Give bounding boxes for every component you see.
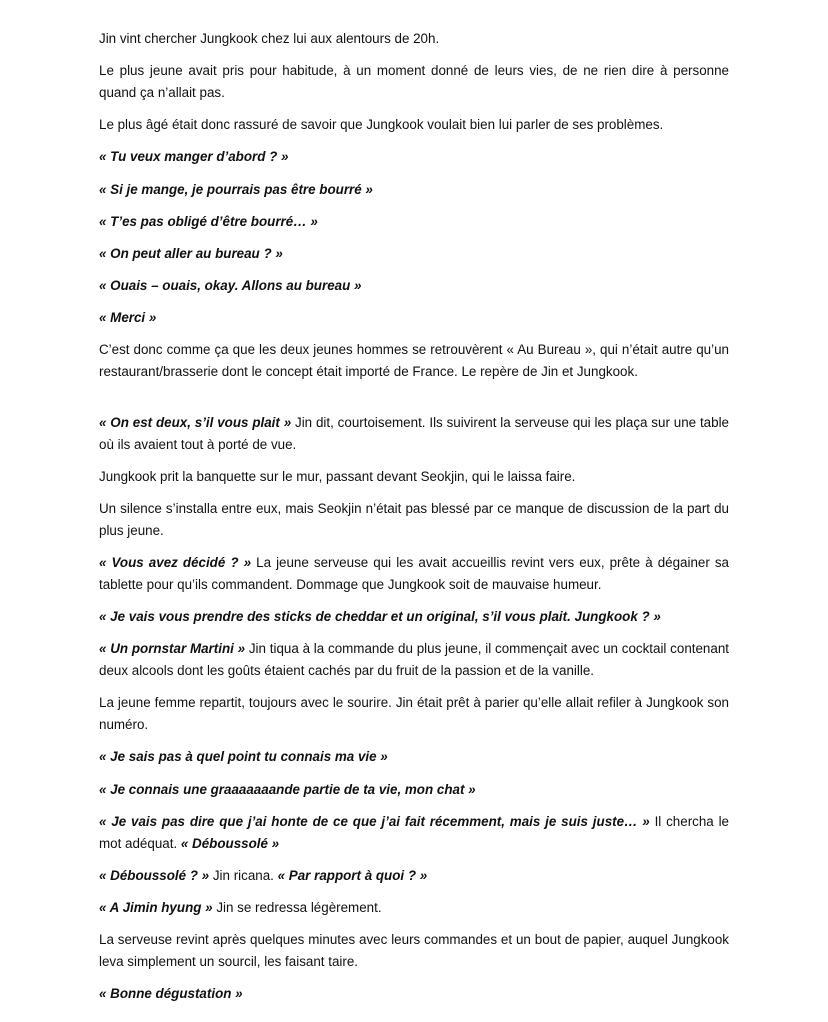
dialogue-text: « Merci » <box>99 310 157 326</box>
narration-text: La jeune serveuse qui les avait accueillis revint vers eux, prête à dégainer sa tablette pour qu’ils commandent. Dommage que Jungkook soit de mauvaise humeur. <box>99 555 730 593</box>
narration-text: Jin se redressa légèrement. <box>212 899 382 915</box>
paragraph-15 <box>99 606 729 628</box>
dialogue-text: « On peut aller au bureau ? » <box>99 245 283 261</box>
paragraph-19 <box>99 779 729 801</box>
paragraph-14 <box>99 552 729 596</box>
dialogue-text: « Bonne dégustation » <box>99 986 243 1002</box>
narration-text: Jin ricana. <box>209 867 278 883</box>
narration-text: Jin tiqua à la commande du plus jeune, il commençait avec un cocktail contenant deux alcools dont les goûts étaient cachés par du fruit de la passion et de la vanille. <box>99 641 729 679</box>
paragraph-13 <box>99 498 729 542</box>
paragraph-4 <box>99 146 729 168</box>
paragraph-18 <box>99 746 729 768</box>
narration-text: Le plus âgé était donc rassuré de savoir que Jungkook voulait bien lui parler de ses problèmes. <box>99 117 664 133</box>
paragraph-21 <box>99 865 729 887</box>
narration-text: Un silence s’installa entre eux, mais Seokjin n’était pas blessé par ce manque de discussion de la part du plus jeune. <box>99 501 729 539</box>
paragraph-16 <box>99 638 729 682</box>
paragraph-10 <box>99 339 729 383</box>
paragraph-1 <box>99 28 729 50</box>
paragraph-2 <box>99 60 729 104</box>
dialogue-text: « Je connais une graaaaaaande partie de ta vie, mon chat » <box>99 781 476 797</box>
dialogue-text: « Si je mange, je pourrais pas être bourré » <box>99 181 373 197</box>
narration-text: Le plus jeune avait pris pour habitude, à un moment donné de leurs vies, de ne rien dire à personne quand ça n’allait pas. <box>99 63 729 100</box>
dialogue-text: « Je vais pas dire que j’ai honte de ce que j’ai fait récemment, mais je suis juste… » <box>99 813 650 829</box>
dialogue-text: « T’es pas obligé d’être bourré… » <box>99 213 318 229</box>
paragraph-5 <box>99 179 729 201</box>
paragraph-24 <box>99 983 729 1005</box>
narration-text: La jeune femme repartit, toujours avec le sourire. Jin était prêt à parier qu’elle allait refiler à Jungkook son numéro. <box>99 695 729 733</box>
paragraph-11 <box>99 412 729 456</box>
document-page <box>99 28 729 1015</box>
dialogue-text: « Déboussolé ? » <box>99 867 210 883</box>
paragraph-23 <box>99 929 729 973</box>
dialogue-text: « Je sais pas à quel point tu connais ma vie » <box>99 749 388 765</box>
paragraph-9 <box>99 307 729 329</box>
narration-text: Jungkook prit la banquette sur le mur, passant devant Seokjin, qui le laissa faire. <box>99 469 576 485</box>
paragraph-6 <box>99 211 729 233</box>
paragraph-12 <box>99 466 729 488</box>
dialogue-text: « Déboussolé » <box>180 835 280 851</box>
narration-text: C’est donc comme ça que les deux jeunes hommes se retrouvèrent « Au Bureau », qui n’était autre qu’un restaurant/brasserie dont le concept était importé de France. Le repère de Jin et Jungkook. <box>99 342 729 380</box>
dialogue-text: « Je vais vous prendre des sticks de cheddar et un original, s’il vous plait. Jungkook ? » <box>99 609 661 625</box>
dialogue-text: « On est deux, s’il vous plait » <box>99 415 292 431</box>
dialogue-text: « A Jimin hyung » <box>99 899 213 915</box>
dialogue-text: « Vous avez décidé ? » <box>99 555 252 571</box>
paragraph-22 <box>99 897 729 919</box>
narration-text: La serveuse revint après quelques minutes avec leurs commandes et un bout de papier, auquel Jungkook leva simplement un sourcil, les faisant taire. <box>99 932 729 969</box>
paragraph-8 <box>99 275 729 297</box>
paragraph-20 <box>99 811 729 855</box>
dialogue-text: « Un pornstar Martini » <box>99 641 246 657</box>
paragraph-7 <box>99 243 729 265</box>
narration-text: Il chercha le mot adéquat. <box>99 813 730 851</box>
narration-text: Jin vint chercher Jungkook chez lui aux alentours de 20h. <box>99 31 440 46</box>
narration-text: Jin dit, courtoisement. Ils suivirent la serveuse qui les plaça sur une table où ils avaient tout à porté de vue. <box>99 415 729 452</box>
paragraph-17 <box>99 692 729 736</box>
dialogue-text: « Tu veux manger d’abord ? » <box>99 149 289 165</box>
paragraph-3 <box>99 114 729 136</box>
dialogue-text: « Par rapport à quoi ? » <box>277 867 428 883</box>
dialogue-text: « Ouais – ouais, okay. Allons au bureau » <box>99 278 362 294</box>
